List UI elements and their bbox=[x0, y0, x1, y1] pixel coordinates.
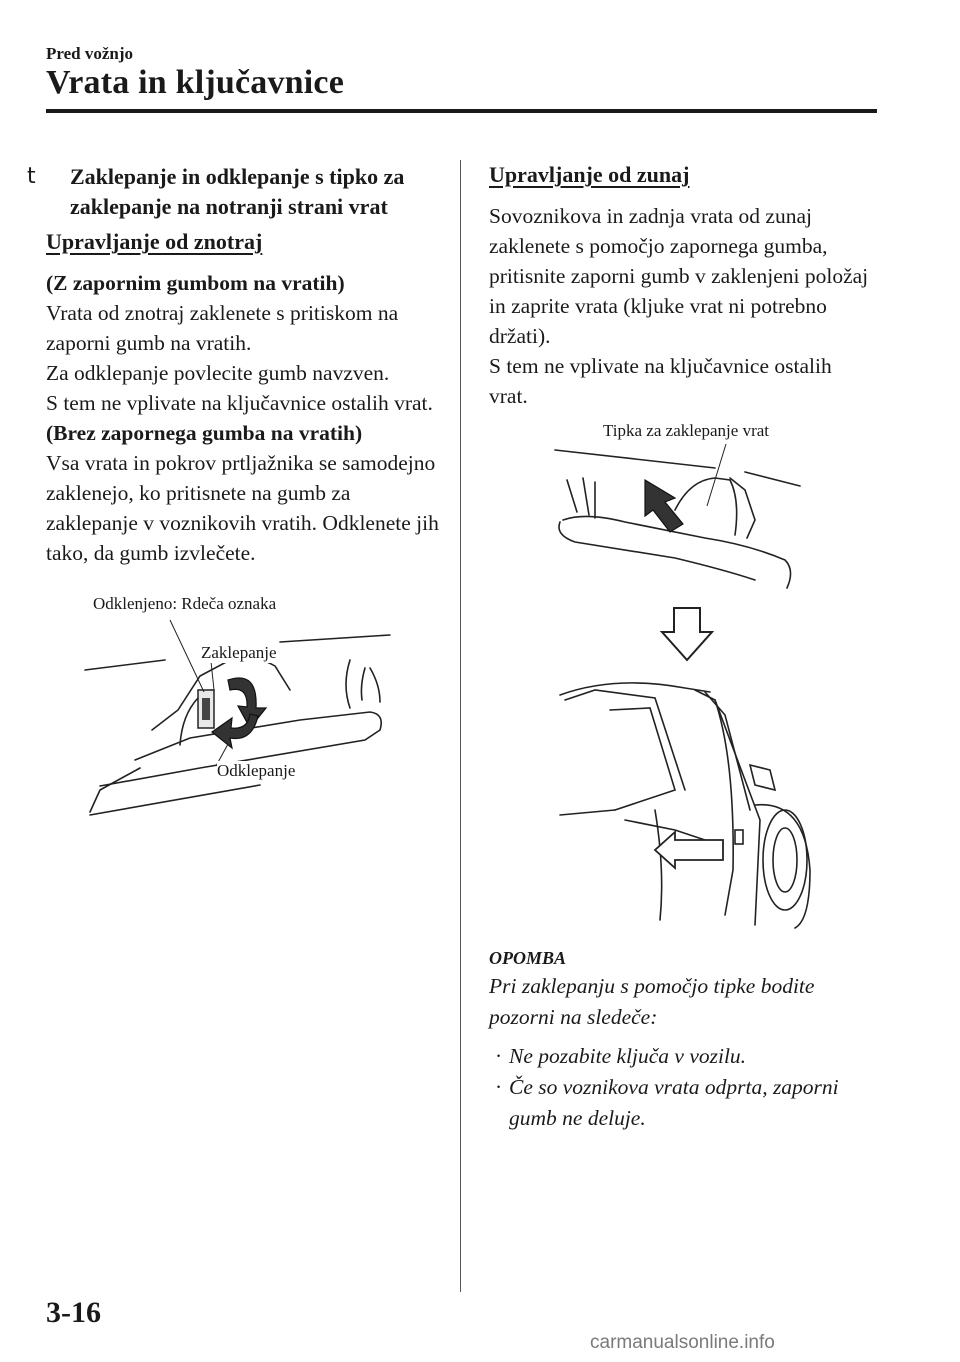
callout-unlock: Odklepanje bbox=[217, 761, 296, 780]
section-label: Pred vožnjo bbox=[46, 44, 134, 63]
left-subheading: Upravljanje od znotraj bbox=[46, 229, 263, 254]
lock-arrow-icon bbox=[228, 678, 266, 728]
watermark: carmanualsonline.info bbox=[590, 1332, 775, 1353]
left-heading: Zaklepanje in odklepanje s tipko za zaklepanje na notranji strani vrat bbox=[70, 164, 405, 219]
header-rule bbox=[46, 109, 877, 113]
note-text: Pri zaklepanju s pomočjo tipke bodite pozorni na sledeče: bbox=[489, 974, 815, 1029]
section-bullet-icon: t bbox=[27, 164, 36, 189]
paragraph-bold-label: (Z zapornim gumbom na vratih) bbox=[46, 271, 345, 295]
note-item: · Ne pozabite ključa v vozilu. bbox=[495, 1044, 747, 1068]
left-body bbox=[46, 268, 446, 568]
down-arrow-icon bbox=[660, 606, 714, 662]
page-title: Vrata in ključavnice bbox=[46, 64, 345, 101]
paragraph-bold-label: (Brez zapornega gumba na vratih) bbox=[46, 421, 363, 445]
note-block bbox=[489, 945, 879, 1134]
callout-lock: Zaklepanje bbox=[201, 643, 277, 662]
column-divider bbox=[460, 160, 461, 1292]
paragraph-text: Vrata od znotraj zaklenete s pritiskom na zaporni gumb na vratih. Za odklepanje povlecite gumb navzven. S tem ne vplivate na ključavnice ostalih vrat. bbox=[46, 301, 433, 415]
note-heading: OPOMBA bbox=[489, 948, 567, 968]
interior-lock-illustration bbox=[80, 590, 400, 830]
note-item: · Če so voznikova vrata odprta, zaporni gumb ne deluje. bbox=[495, 1075, 839, 1130]
right-subheading: Upravljanje od zunaj bbox=[489, 162, 690, 187]
page-number: 3-16 bbox=[46, 1296, 101, 1329]
unlock-arrow-icon bbox=[212, 714, 258, 748]
right-body: Sovoznikova in zadnja vrata od zunaj zaklenete s pomočjo zapornega gumba, pritisnite zaporni gumb v zaklenjeni položaj in zaprite vrata (kljuke vrat ni potrebno držati). S tem ne vplivate na ključavnice ostalih vrat. bbox=[489, 204, 869, 408]
callout-lock-button: Tipka za zaklepanje vrat bbox=[603, 421, 769, 440]
callout-unlocked-red-mark: Odklenjeno: Rdeča oznaka bbox=[93, 594, 277, 613]
paragraph-text: Vsa vrata in pokrov prtljažnika se samodejno zaklenejo, ko pritisnete na gumb za zaklepanje v voznikovih vratih. Odklenete jih tako, da gumb izvlečete. bbox=[46, 451, 439, 565]
close-door-arrow-icon bbox=[655, 832, 723, 868]
open-door-illustration bbox=[555, 670, 815, 930]
exterior-lock-button-illustration bbox=[555, 420, 805, 600]
